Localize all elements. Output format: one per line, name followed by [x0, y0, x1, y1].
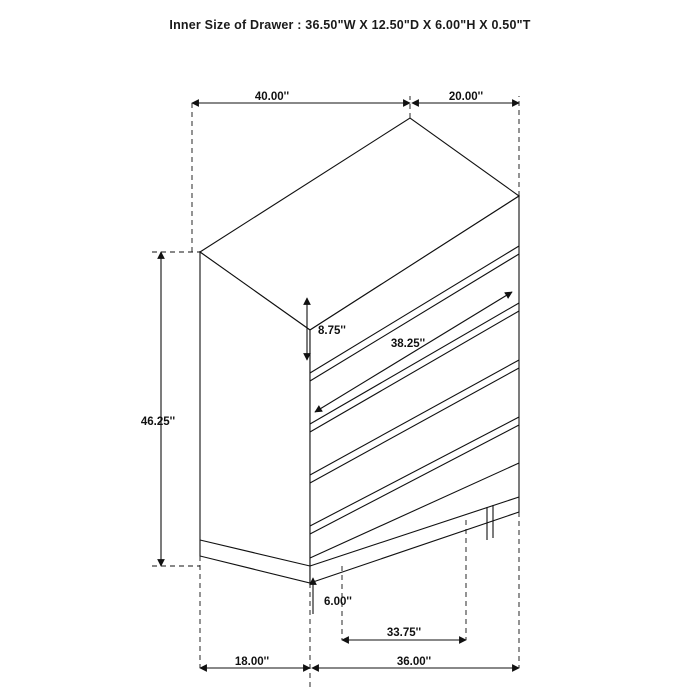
- label-top-depth: 20.00'': [448, 91, 484, 103]
- label-total-height: 46.25'': [140, 416, 176, 428]
- label-drawer-height: 8.75'': [318, 325, 346, 337]
- chest-body: [200, 118, 519, 583]
- label-toe-kick-height: 6.00'': [324, 596, 352, 608]
- label-base-front-width: 36.00'': [396, 656, 432, 668]
- label-top-width: 40.00'': [254, 91, 290, 103]
- label-base-inner-width: 33.75'': [386, 627, 422, 639]
- label-side-depth: 18.00'': [234, 656, 270, 668]
- page-title: Inner Size of Drawer : 36.50"W X 12.50"D X 6.00"H X 0.50"T: [169, 18, 531, 32]
- label-drawer-width: 38.25'': [390, 338, 426, 350]
